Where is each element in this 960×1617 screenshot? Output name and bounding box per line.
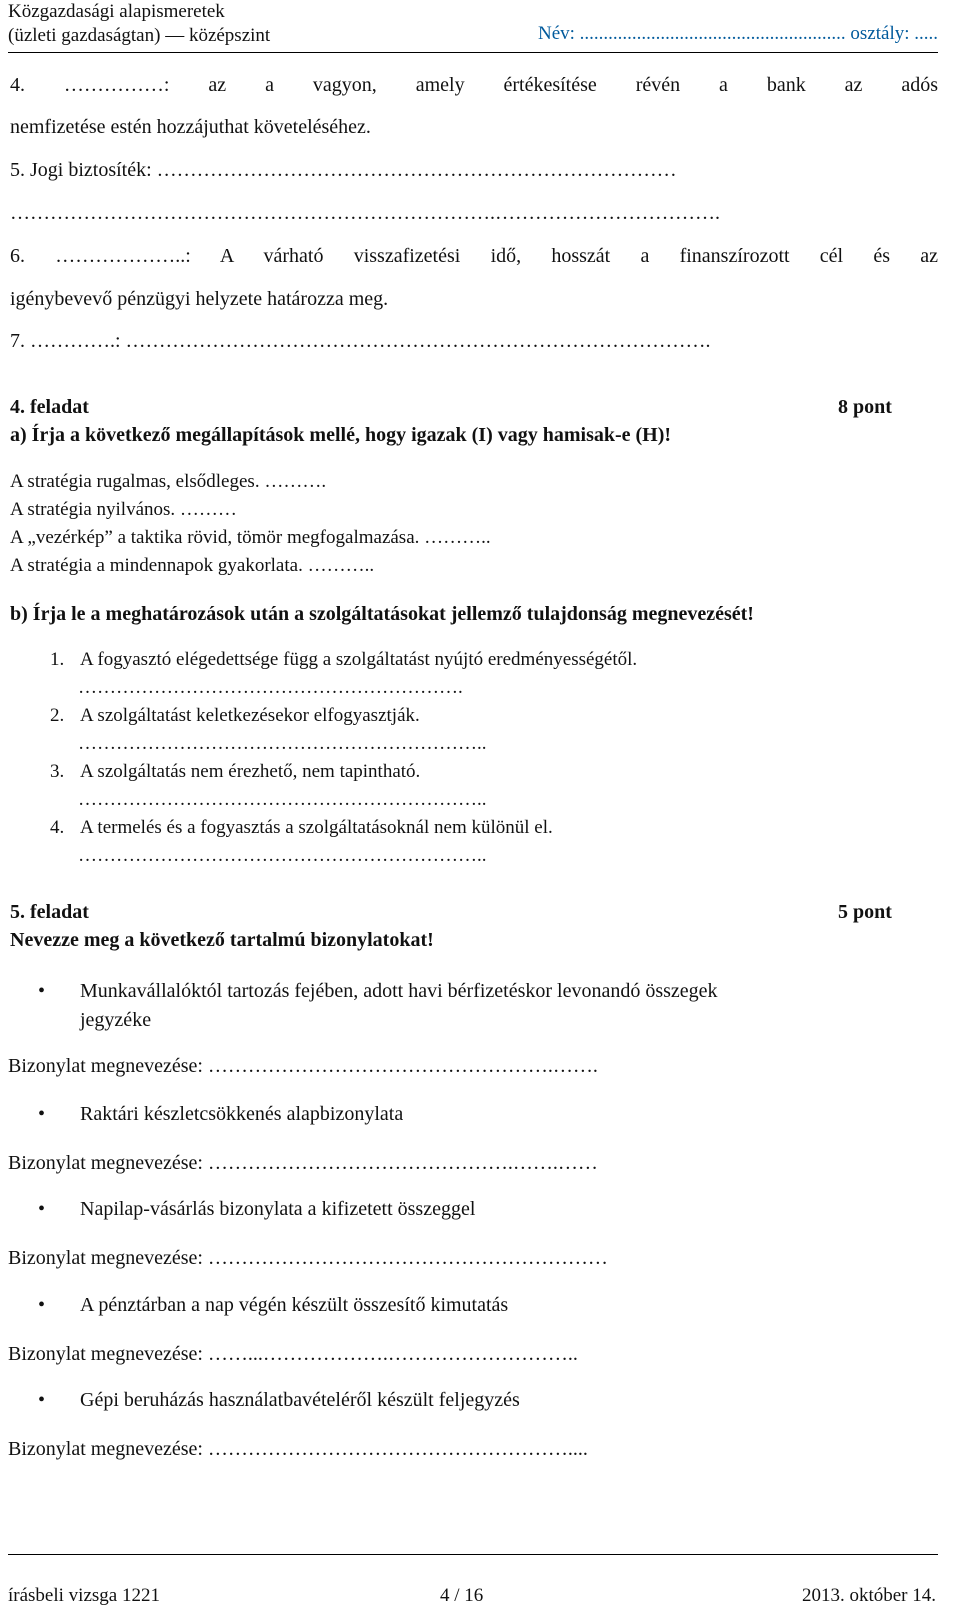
task4-b-instruction: b) Írja le a meghatározások után a szolgáltatásokat jellemző tulajdonság megnevezését! [10,603,754,625]
footer-page-number: 4 / 16 [440,1585,484,1606]
definition-3-number: 3. [50,761,65,782]
document-item-1-text-cont: jegyzéke [80,1009,152,1031]
page-header [8,0,938,50]
item-6: 6. ………………..: A várható visszafizetési idő, hosszát a finanszírozott cél és az [10,245,938,267]
bullet-2: • [38,1103,46,1125]
document-item-3-answer: Bizonylat megnevezése: …………………………………………………… [8,1247,608,1269]
bullet-3: • [38,1198,46,1220]
footer-exam-code: írásbeli vizsga 1221 [8,1585,160,1606]
statement-2: A stratégia nyilvános. ……… [10,499,237,520]
definition-4-text: A termelés és a fogyasztás a szolgáltatásoknál nem különül el. [80,817,553,838]
item-6-continuation: igénybevevő pénzügyi helyzete határozza meg. [10,288,389,310]
header-divider [8,52,938,53]
task5-instruction: Nevezze meg a következő tartalmú bizonylatokat! [10,929,434,951]
header-subject-line1: Közgazdasági alapismeretek [8,1,225,22]
header-subject [8,0,270,48]
bullet-4: • [38,1294,46,1316]
document-item-4-text: A pénztárban a nap végén készült összesítő kimutatás [80,1294,509,1316]
definition-3-blank: ……………………………………………………….. [78,789,487,810]
item-4-continuation: nemfizetése estén hozzájuthat követeléséhez. [10,116,371,138]
definition-4-blank: ……………………………………………………….. [78,845,487,866]
definition-2-number: 2. [50,705,65,726]
statement-3: A „vezérkép” a taktika rövid, tömör megfogalmazása. ……….. [10,527,491,548]
document-item-4-answer: Bizonylat megnevezése: ……...……………….……………………….. [8,1343,578,1365]
statement-1: A stratégia rugalmas, elsődleges. ………. [10,471,327,492]
document-item-3-text: Napilap-vásárlás bizonylata a kifizetett összeggel [80,1198,476,1220]
header-subject-line2: (üzleti gazdaságtan) — középszint [8,25,271,46]
footer-date: 2013. október 14. [801,1585,936,1606]
definition-3-text: A szolgáltatás nem érezhető, nem tapintható. [80,761,421,782]
document-item-2-text: Raktári készletcsökkenés alapbizonylata [80,1103,404,1125]
definition-1-text: A fogyasztó elégedettsége függ a szolgáltatást nyújtó eredményességétől. [80,649,638,670]
task4-points: 8 pont [838,396,892,418]
bullet-1: • [38,980,46,1002]
task4-title: 4. feladat [10,396,89,418]
bullet-5: • [38,1389,46,1411]
header-name-class-field: Név: ........................................................ osztály: ..... [537,23,938,44]
document-item-2-answer: Bizonylat megnevezése: ……………………………………….…….…… [8,1152,598,1174]
definition-4-number: 4. [50,817,65,838]
item-4: 4. ……………: az a vagyon, amely értékesítése révén a bank az adós [10,74,938,96]
statement-4: A stratégia a mindennapok gyakorlata. ……….. [10,555,375,576]
definition-2-text: A szolgáltatást keletkezésekor elfogyasztják. [80,705,420,726]
definition-1-number: 1. [50,649,65,670]
task4-a-instruction: a) Írja a következő megállapítások mellé, hogy igazak (I) vagy hamisak-e (H)! [10,424,672,446]
definition-1-blank: ……………………………………………………. [78,677,463,698]
definition-2-blank: ……………………………………………………….. [78,733,487,754]
task5-title: 5. feladat [10,901,89,923]
item-5-continuation: ……………………………………………………………….……………………………. [10,202,720,224]
item-7: 7. ………….: ……………………………………………………………………………. [10,330,711,352]
document-item-5-text: Gépi beruházás használatbavételéről készült feljegyzés [80,1389,520,1411]
document-item-1-text: Munkavállalóktól tartozás fejében, adott havi bérfizetéskor levonandó összegek [80,980,718,1002]
document-item-5-answer: Bizonylat megnevezése: ……………………………………………….... [8,1438,588,1460]
item-5: 5. Jogi biztosíték: …………………………………………………………………… [10,159,677,181]
footer-divider [8,1554,938,1555]
task5-points: 5 pont [838,901,892,923]
document-item-1-answer: Bizonylat megnevezése: …………………………………………….……. [8,1055,598,1077]
